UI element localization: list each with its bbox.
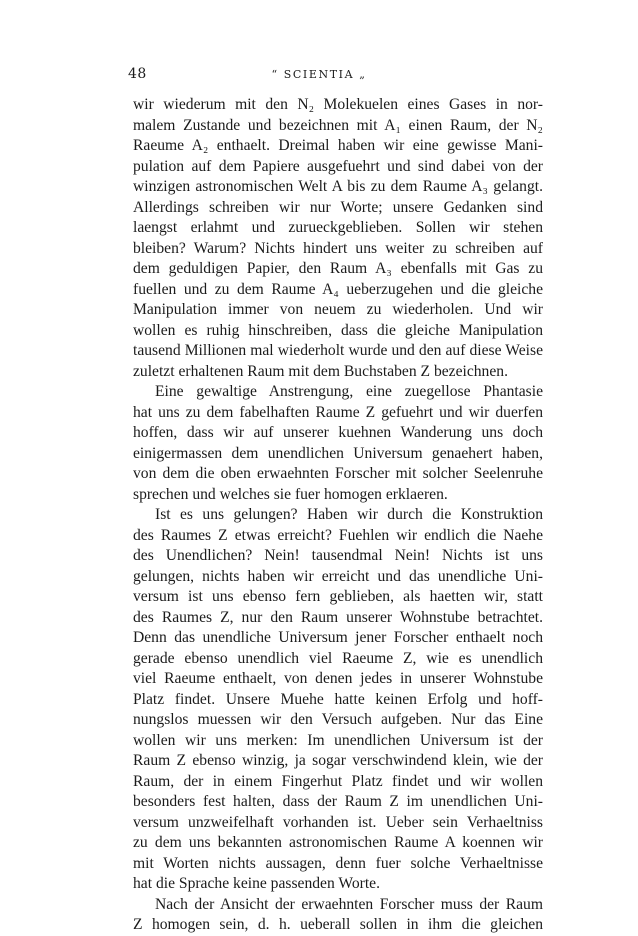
text-line: wollen es ruhig hinschreiben, dass die gleiche Manipulation	[133, 321, 543, 339]
page-number: 48	[128, 66, 147, 82]
text-line: Eine gewaltige Anstrengung, eine zuegellose Phantasie	[155, 383, 543, 400]
paragraph	[133, 95, 543, 382]
running-title: “ SCIENTIA „	[271, 68, 367, 81]
text-line: zu dem uns bekannten astronomischen Raume A koennen wir	[133, 834, 543, 851]
text-line: sprechen und welches sie fuer homogen erklaeren.	[133, 485, 448, 503]
text-line: wollen wir uns merken: Im unendlichen Universum ist der	[133, 731, 543, 749]
text-line: Manipulation immer von neuem zu wiederholen. Und wir	[133, 301, 543, 318]
text-line: des Raumes Z, nur den Raum unserer Wohnstube betrachtet.	[133, 608, 543, 626]
text-line: besonders fest halten, dass der Raum Z im unendlichen Uni-	[133, 793, 543, 810]
text-line: einigermassen dem unendlichen Universum genaehert haben,	[133, 444, 543, 462]
text-line: malem Zustande und bezeichnen mit A₁ einen Raum, der N₂	[133, 116, 543, 134]
text-line: gerade ebenso unendlich viel Raeume Z, wie es unendlich	[133, 649, 543, 667]
text-line: zuletzt erhaltenen Raum mit dem Buchstaben Z bezeichnen.	[133, 362, 508, 380]
text-line: winzigen astronomischen Welt A bis zu dem Raume A₃ gelangt.	[133, 178, 543, 195]
text-line: pulation auf dem Papiere ausgefuehrt und sind dabei von der	[133, 157, 543, 175]
text-line: von dem die oben erwaehnten Forscher mit solcher Seelenruhe	[133, 465, 543, 482]
text-line: hat die Sprache keine passenden Worte.	[133, 875, 381, 892]
text-line: mit Worten nichts aussagen, denn fuer solche Verhaeltnisse	[133, 854, 543, 872]
paragraph	[133, 382, 543, 505]
text-line: gelungen, nichts haben wir erreicht und das unendliche Uni-	[133, 567, 543, 585]
text-line: bleiben? Warum? Nichts hindert uns weiter zu schreiben auf	[133, 239, 543, 257]
text-line: nungslos muessen wir den Versuch aufgeben. Nur das Eine	[133, 711, 543, 728]
text-line: Z homogen sein, d. h. ueberall sollen in ihm die gleichen	[133, 916, 543, 933]
text-line: hat uns zu dem fabelhaften Raume Z gefuehrt und wir duerfen	[133, 403, 543, 421]
text-line: hoffen, dass wir auf unserer kuehnen Wanderung uns doch	[133, 424, 543, 441]
text-line: viel Raeume enthaelt, von denen jedes in unserer Wohnstube	[133, 670, 543, 687]
paragraph	[133, 895, 543, 936]
text-line: tausend Millionen mal wiederholt wurde und den auf diese Weise	[133, 342, 543, 359]
text-line: Denn das unendliche Universum jener Forscher enthaelt noch	[133, 629, 543, 646]
paragraph	[133, 505, 543, 895]
body-text	[133, 95, 543, 936]
text-line: Raeume A₂ enthaelt. Dreimal haben wir eine gewisse Mani-	[133, 137, 543, 154]
text-line: Ist es uns gelungen? Haben wir durch die Konstruktion	[155, 506, 543, 523]
text-line: des Unendlichen? Nein! tausendmal Nein! Nichts ist uns	[133, 547, 543, 564]
text-line: Allerdings schreiben wir nur Worte; unsere Gedanken sind	[133, 198, 543, 216]
text-line: versum ist uns ebenso fern geblieben, als haetten wir, statt	[133, 588, 543, 605]
text-line: versum unzweifelhaft vorhanden ist. Ueber sein Verhaeltniss	[133, 813, 543, 831]
text-line: Nach der Ansicht der erwaehnten Forscher muss der Raum	[155, 895, 543, 913]
text-line: wir wiederum mit den N₂ Molekuelen eines Gases in nor-	[133, 96, 543, 113]
text-line: Raum Z ebenso winzig, ja sogar verschwindend klein, wie der	[133, 752, 543, 769]
text-line: fuellen und zu dem Raume A₄ ueberzugehen und die gleiche	[133, 280, 543, 298]
text-line: Platz findet. Unsere Muehe hatte keinen Erfolg und hoff-	[133, 690, 543, 708]
text-line: dem geduldigen Papier, den Raum A₃ ebenfalls mit Gas zu	[133, 260, 543, 277]
text-line: Raum, der in einem Fingerhut Platz findet und wir wollen	[133, 772, 543, 790]
text-line: laengst erlahmt und zurueckgeblieben. Sollen wir stehen	[133, 219, 543, 236]
text-line: des Raumes Z etwas erreicht? Fuehlen wir endlich die Naehe	[133, 526, 543, 544]
